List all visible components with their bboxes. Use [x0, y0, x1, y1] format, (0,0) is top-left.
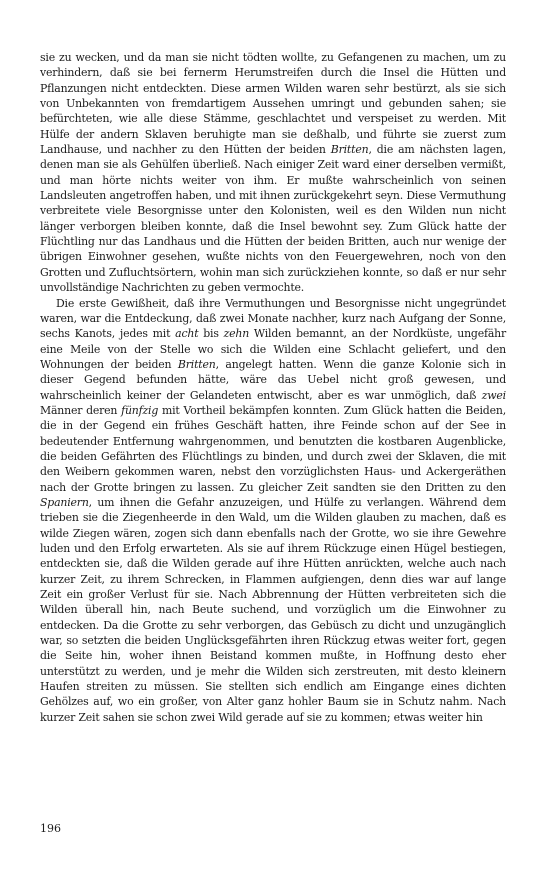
text-segment: Die erste Gewißheit, daß ihre Vermuthungen und Besorgnisse nicht ungegründet waren, war die Entdeckung, daß zwei Monate nachher, kurz nach Aufgang der Sonne, sechs Kanots, jedes mit [40, 296, 506, 341]
paragraph-1 [40, 50, 506, 296]
text-segment: , um ihnen die Gefahr anzuzeigen, und Hülfe zu verlangen. Während dem trieben sie die Ziegenheerde in den Wald, um die Wilden glauben zu machen, daß es wilde Ziegen wären, zogen sich dann ebenfalls nach der Grotte, wo sie ihre Gewehre luden und den Erfolg erwarteten. Als sie auf ihrem Rückzuge einen Hügel bestiegen, entdeckten sie, daß die Wilden gerade auf ihre Hütten anrückten, welche auch nach kurzer Zeit, zu ihrem Schrecken, in Flammen aufgiengen, denn dies war auf lange Zeit ein großer Verlust für sie. Nach Abbrennung der Hütten verbreiteten sich die Wilden überall hin, nach Beute suchend, und vorzüglich um die Einwohner zu entdecken. Da die Grotte zu sehr verborgen, das Gebüsch zu dicht und unzugänglich war, so setzten die beiden Unglücksgefährten ihren Rückzug etwas weiter fort, gegen die Seite hin, woher ihnen Beistand kommen mußte, in Hoffnung desto eher unterstützt zu werden, und je mehr die Wilden sich zerstreuten, mit desto kleinern Haufen streiten zu müssen. Sie stellten sich endlich am Eingange eines dichten Gehölzes auf, wo ein großer, von Alter ganz hohler Baum sie in Schutz nahm. Nach kurzer Zeit sahen sie schon zwei Wild gerade auf sie zu kommen; etwas weiter hin [40, 495, 506, 724]
text-segment: Wilden bemannt, an der Nordküste, ungefähr eine Meile von der Stelle wo sich die Wilden eine Schlacht geliefert, und den Wohnungen der beiden [40, 327, 506, 371]
emphasized-text: acht [175, 327, 199, 341]
emphasized-text: Britten [177, 357, 216, 371]
text-segment: , die am nächsten lagen, denen man sie als Gehülfen überließ. Nach einiger Zeit ward einer derselben vermißt, und man hörte nichts weiter von ihm. Er mußte wahrscheinlich von seinen Landsleuten angetroffen haben, und mit ihnen zurückgekehrt seyn. Diese Vermuthung verbreitete viele Besorgnisse unter den Kolonisten, weil es den Wilden nun nicht länger verborgen bleiben konnte, daß die Insel bewohnt sey. Zum Glück hatte der Flüchtling nur das Landhaus und die Hütten der beiden Britten, auch nur wenige der übrigen Einwohner gesehen, wußte nichts von den Feuergewehren, noch von den Grotten und Zufluchtsörtern, wohin man sich zurückziehen konnte, so daß er nur sehr unvollständige Nachrichten zu geben vermochte. [40, 143, 506, 295]
emphasized-text: zwei [481, 388, 506, 402]
text-segment: , angelegt hatten. Wenn die ganze Kolonie sich in dieser Gegend befunden hätte, wäre das Uebel nicht groß gewesen, und wahrscheinlich keiner der Gelandeten entwischt, aber es war unmöglich, daß [40, 357, 506, 402]
text-segment: mit Vortheil bekämpfen konnten. Zum Glück hatten die Beiden, die in der Gegend ein frühes Geschäft hatten, ihre Feinde schon auf der See in bedeutender Entfernung wahrgenommen, und benutzten die kostbaren Augenblicke, die beiden Gefährten des Flüchtlings zu binden, und durch zwei der Sklaven, die mit den Weibern gekommen waren, nebst den vorzüglichsten Haus- und Ackergeräthen nach der Grotte bringen zu lassen. Zu gleicher Zeit sandten sie den Dritten zu den [40, 403, 506, 494]
emphasized-text: Britten [330, 143, 369, 157]
emphasized-text: fünfzig [121, 403, 159, 417]
text-segment: Männer deren [40, 403, 122, 417]
text-segment: bis [198, 327, 224, 341]
paragraph-2 [40, 296, 506, 726]
emphasized-text: Spaniern [40, 495, 89, 509]
page-number: 196 [40, 822, 61, 835]
body-text [40, 50, 506, 725]
text-segment: sie zu wecken, und da man sie nicht tödten wollte, zu Gefangenen zu machen, um zu verhindern, daß sie bei fernerm Herumstreifen durch die Insel die Hütten und Pflanzungen nicht entdeckten. Diese armen Wilden waren sehr bestürzt, als sie sich von Unbekannten von fremdartigem Aussehen umringt und gebunden sahen; sie befürchteten, wie alle diese Stämme, geschlachtet und verspeiset zu werden. Mit Hülfe der andern Sklaven beruhigte man sie deßhalb, und führte sie zuerst zum Landhause, und nachher zu den Hütten der beiden [40, 51, 506, 157]
emphasized-text: zehn [223, 327, 250, 341]
